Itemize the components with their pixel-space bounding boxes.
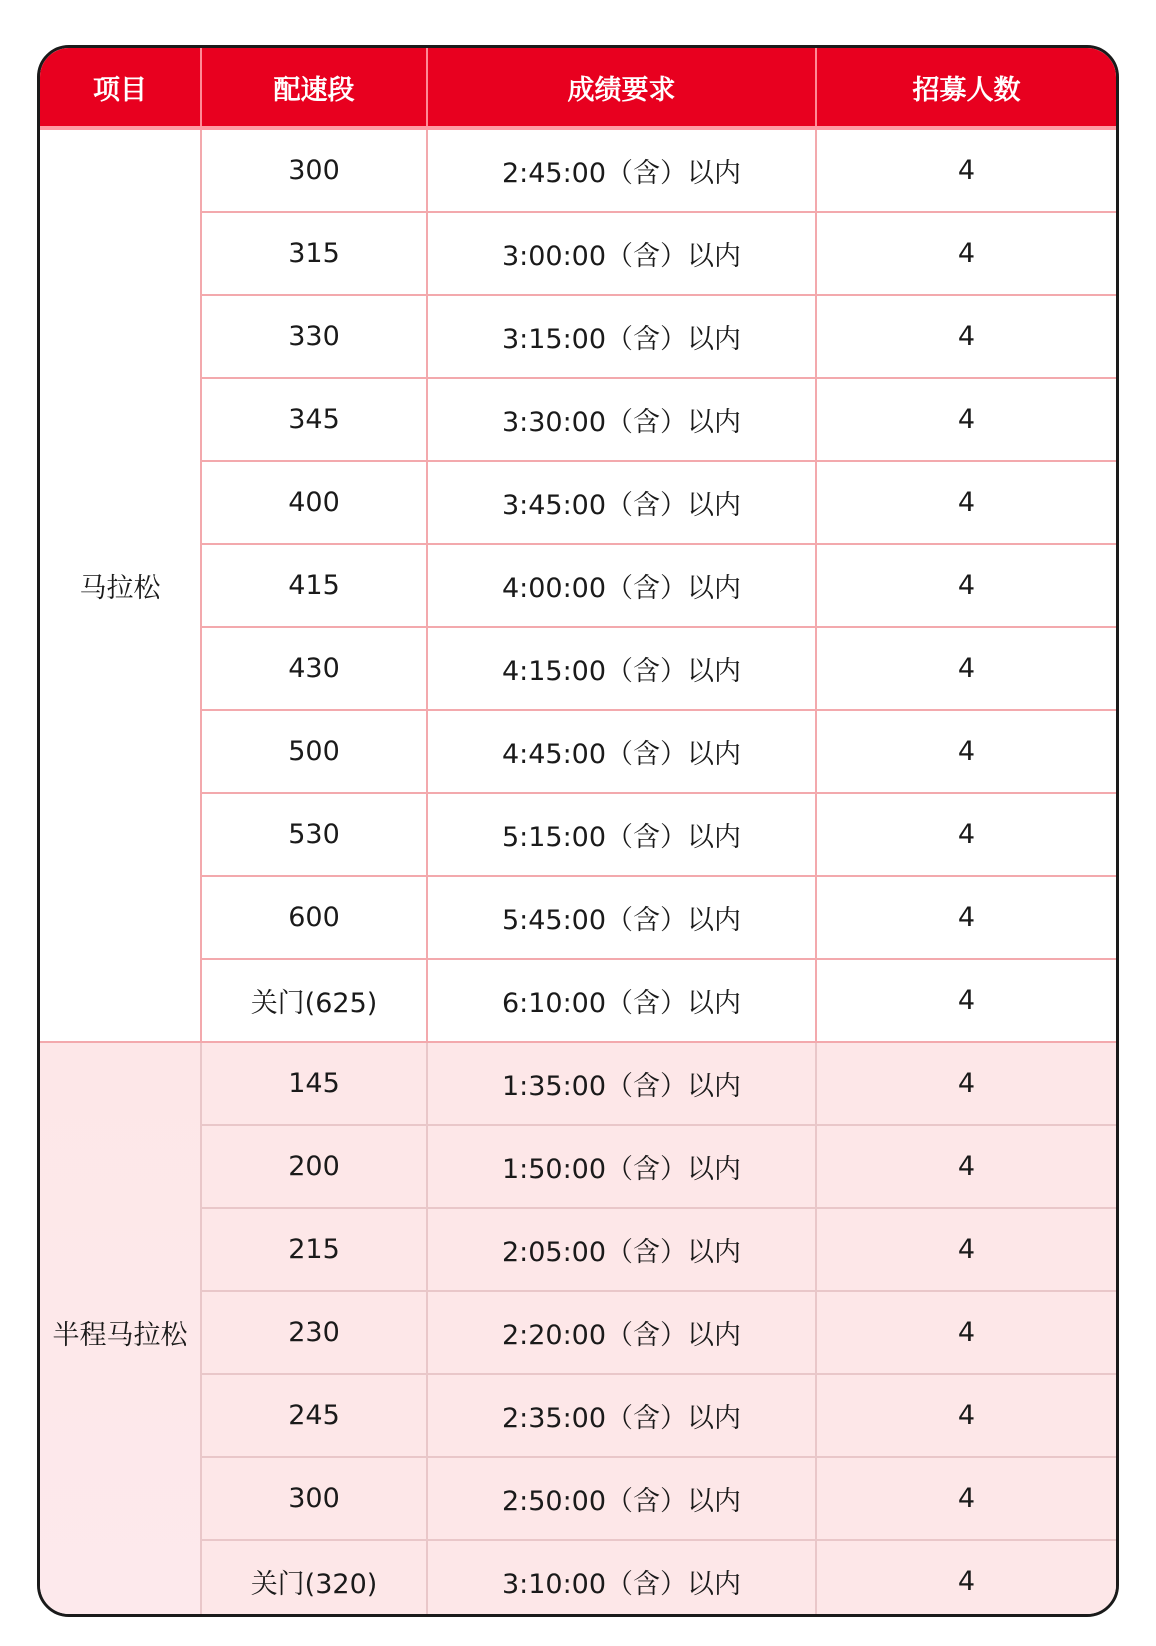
count-cell: 4	[816, 627, 1116, 710]
count-cell: 4	[816, 212, 1116, 295]
pace-cell: 245	[201, 1374, 427, 1457]
table-row	[40, 212, 1116, 295]
half-marathon-group	[40, 1042, 1116, 1617]
requirement-cell: 3:45:00（含）以内	[427, 461, 816, 544]
table-row	[40, 1291, 1116, 1374]
table-row	[40, 1540, 1116, 1617]
table-row	[40, 1374, 1116, 1457]
table-row	[40, 1457, 1116, 1540]
table-row	[40, 128, 1116, 212]
requirement-cell: 2:20:00（含）以内	[427, 1291, 816, 1374]
count-cell: 4	[816, 710, 1116, 793]
requirement-cell: 2:50:00（含）以内	[427, 1457, 816, 1540]
table-row	[40, 876, 1116, 959]
requirement-cell: 4:15:00（含）以内	[427, 627, 816, 710]
requirement-cell: 2:45:00（含）以内	[427, 128, 816, 212]
pace-cell: 400	[201, 461, 427, 544]
pace-cell: 330	[201, 295, 427, 378]
pace-cell: 530	[201, 793, 427, 876]
table-row	[40, 710, 1116, 793]
pace-cell: 600	[201, 876, 427, 959]
pace-cell: 300	[201, 1457, 427, 1540]
count-cell: 4	[816, 544, 1116, 627]
count-cell: 4	[816, 1457, 1116, 1540]
count-cell: 4	[816, 1540, 1116, 1617]
pace-cell: 200	[201, 1125, 427, 1208]
table-row	[40, 959, 1116, 1042]
count-cell: 4	[816, 1042, 1116, 1125]
pacer-recruitment-table-card	[37, 45, 1119, 1617]
requirement-cell: 4:00:00（含）以内	[427, 544, 816, 627]
pace-cell: 230	[201, 1291, 427, 1374]
requirement-cell: 3:00:00（含）以内	[427, 212, 816, 295]
table-row	[40, 793, 1116, 876]
requirement-cell: 3:30:00（含）以内	[427, 378, 816, 461]
count-cell: 4	[816, 1125, 1116, 1208]
header-pace: 配速段	[201, 48, 427, 128]
pace-cell: 430	[201, 627, 427, 710]
header-requirement: 成绩要求	[427, 48, 816, 128]
header-count: 招募人数	[816, 48, 1116, 128]
requirement-cell: 1:35:00（含）以内	[427, 1042, 816, 1125]
table-row	[40, 1042, 1116, 1125]
table-row	[40, 627, 1116, 710]
count-cell: 4	[816, 1291, 1116, 1374]
pace-cell: 300	[201, 128, 427, 212]
table-row	[40, 378, 1116, 461]
pace-cell: 145	[201, 1042, 427, 1125]
requirement-cell: 2:35:00（含）以内	[427, 1374, 816, 1457]
count-cell: 4	[816, 793, 1116, 876]
requirement-cell: 4:45:00（含）以内	[427, 710, 816, 793]
count-cell: 4	[816, 295, 1116, 378]
pacer-recruitment-table	[40, 48, 1116, 1617]
marathon-item-cell: 马拉松	[40, 128, 201, 1042]
requirement-cell: 3:15:00（含）以内	[427, 295, 816, 378]
requirement-cell: 2:05:00（含）以内	[427, 1208, 816, 1291]
header-item: 项目	[40, 48, 201, 128]
table-row	[40, 461, 1116, 544]
count-cell: 4	[816, 461, 1116, 544]
table-row	[40, 1125, 1116, 1208]
count-cell: 4	[816, 1374, 1116, 1457]
requirement-cell: 3:10:00（含）以内	[427, 1540, 816, 1617]
count-cell: 4	[816, 959, 1116, 1042]
pace-cell: 415	[201, 544, 427, 627]
count-cell: 4	[816, 378, 1116, 461]
pace-cell: 关门(320)	[201, 1540, 427, 1617]
requirement-cell: 5:45:00（含）以内	[427, 876, 816, 959]
count-cell: 4	[816, 876, 1116, 959]
table-header-row	[40, 48, 1116, 128]
count-cell: 4	[816, 128, 1116, 212]
requirement-cell: 5:15:00（含）以内	[427, 793, 816, 876]
count-cell: 4	[816, 1208, 1116, 1291]
marathon-group	[40, 128, 1116, 1042]
table-row	[40, 1208, 1116, 1291]
pace-cell: 500	[201, 710, 427, 793]
pace-cell: 315	[201, 212, 427, 295]
pace-cell: 关门(625)	[201, 959, 427, 1042]
requirement-cell: 6:10:00（含）以内	[427, 959, 816, 1042]
pace-cell: 215	[201, 1208, 427, 1291]
pace-cell: 345	[201, 378, 427, 461]
table-row	[40, 295, 1116, 378]
table-row	[40, 544, 1116, 627]
half-marathon-item-cell: 半程马拉松	[40, 1042, 201, 1617]
requirement-cell: 1:50:00（含）以内	[427, 1125, 816, 1208]
